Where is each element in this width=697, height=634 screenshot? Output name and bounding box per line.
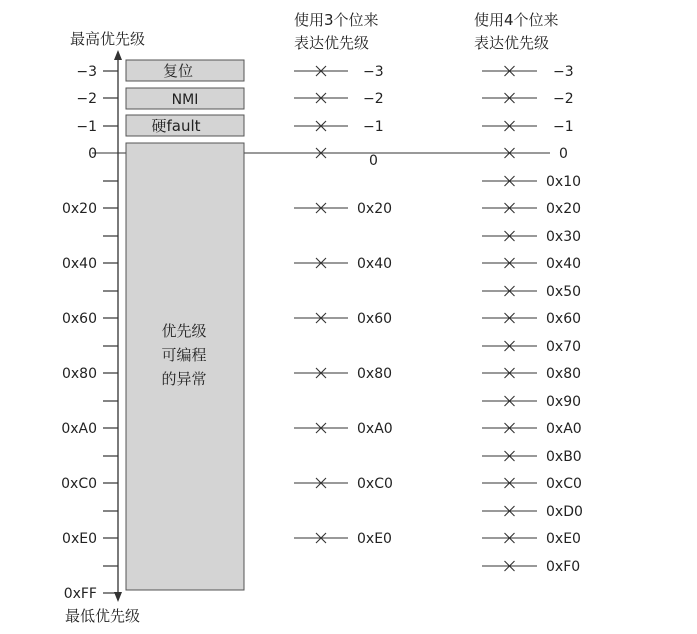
level-label: 0 — [559, 146, 568, 162]
priority-level — [294, 476, 393, 492]
priority-level — [482, 421, 582, 437]
priority-level — [482, 201, 581, 217]
priority-level — [482, 174, 581, 190]
priority-level — [482, 229, 581, 245]
axis-ticks — [61, 64, 118, 602]
level-label: 0x80 — [546, 366, 582, 382]
level-label: 0xC0 — [546, 476, 582, 492]
col3-header-line1: 使用3个位来 — [294, 11, 379, 29]
axis-arrow-up-icon — [114, 50, 122, 60]
axis-tick-label: 0xA0 — [61, 421, 97, 437]
nmi-label: NMI — [171, 92, 199, 108]
axis-tick-label: 0x20 — [61, 201, 97, 217]
axis-tick-label: −1 — [76, 119, 97, 135]
level-label: −1 — [363, 119, 384, 135]
priority-level — [482, 119, 574, 135]
level-label: 0x70 — [546, 339, 582, 355]
level-label: 0x20 — [357, 201, 393, 217]
axis-tick-label: −3 — [76, 64, 97, 80]
priority-level — [482, 504, 583, 520]
col3-header-line2: 表达优先级 — [294, 34, 370, 52]
level-label: 0x90 — [546, 394, 582, 410]
level-label: 0xB0 — [546, 449, 582, 465]
priority-level — [482, 559, 580, 575]
priority-level — [482, 339, 581, 355]
programmable-label-line1: 优先级 — [161, 322, 207, 340]
priority-level — [482, 91, 574, 107]
axis-tick-label: 0xFF — [63, 586, 97, 602]
level-label: 0x60 — [357, 311, 393, 327]
level-label: −2 — [553, 91, 574, 107]
priority-level — [294, 421, 393, 437]
axis-tick-label: 0xE0 — [62, 531, 97, 547]
col4-header-line1: 使用4个位来 — [474, 11, 559, 29]
level-label: 0xD0 — [546, 504, 583, 520]
priority-level — [294, 64, 384, 80]
hardfault-label: 硬fault — [151, 117, 201, 135]
priority-level — [294, 531, 392, 547]
reset-label: 复位 — [162, 62, 194, 80]
level-label: 0xE0 — [546, 531, 581, 547]
level-label: 0xA0 — [546, 421, 582, 437]
level-label: 0x10 — [546, 174, 582, 190]
level-label: 0xA0 — [357, 421, 393, 437]
level-label: 0x30 — [546, 229, 582, 245]
level-label: 0xC0 — [357, 476, 393, 492]
level-label: 0x40 — [546, 256, 582, 272]
programmable-label-line3: 的异常 — [161, 370, 207, 388]
level-label: 0x20 — [546, 201, 582, 217]
level-label: −3 — [553, 64, 574, 80]
axis-tick-label: 0xC0 — [61, 476, 97, 492]
priority-level — [482, 449, 582, 465]
priority-level — [294, 91, 384, 107]
priority-level — [294, 201, 392, 217]
priority-level — [482, 284, 581, 300]
level-label: 0x50 — [546, 284, 582, 300]
priority-level — [482, 394, 581, 410]
priority-level — [294, 119, 384, 135]
priority-level — [482, 256, 581, 272]
priority-level — [482, 64, 574, 80]
level-label: −2 — [363, 91, 384, 107]
priority-level — [482, 476, 582, 492]
level-label: −3 — [363, 64, 384, 80]
level-label: 0x60 — [546, 311, 582, 327]
priority-level — [482, 366, 581, 382]
programmable-exceptions-box — [126, 143, 244, 590]
col3-levels — [294, 64, 393, 547]
priority-level — [482, 531, 581, 547]
level-label: 0x80 — [357, 366, 393, 382]
level-label: 0x40 — [357, 256, 393, 272]
level-label: 0 — [369, 153, 378, 169]
priority-level — [294, 366, 392, 382]
priority-level — [482, 311, 581, 327]
priority-level — [505, 146, 568, 162]
axis-tick-label: 0 — [88, 146, 97, 162]
axis-bottom-label: 最低优先级 — [65, 607, 141, 625]
level-label: 0xE0 — [357, 531, 392, 547]
priority-level — [316, 148, 378, 169]
axis-tick-label: −2 — [76, 91, 97, 107]
axis-tick-label: 0x60 — [61, 311, 97, 327]
col4-header-line2: 表达优先级 — [474, 34, 550, 52]
priority-level — [294, 256, 392, 272]
col4-levels — [482, 64, 583, 575]
priority-level — [294, 311, 392, 327]
level-label: 0xF0 — [546, 559, 581, 575]
programmable-label-line2: 可编程 — [161, 346, 207, 364]
axis-tick-label: 0x40 — [61, 256, 97, 272]
axis-top-label: 最高优先级 — [70, 30, 146, 48]
level-label: −1 — [553, 119, 574, 135]
axis-tick-label: 0x80 — [61, 366, 97, 382]
